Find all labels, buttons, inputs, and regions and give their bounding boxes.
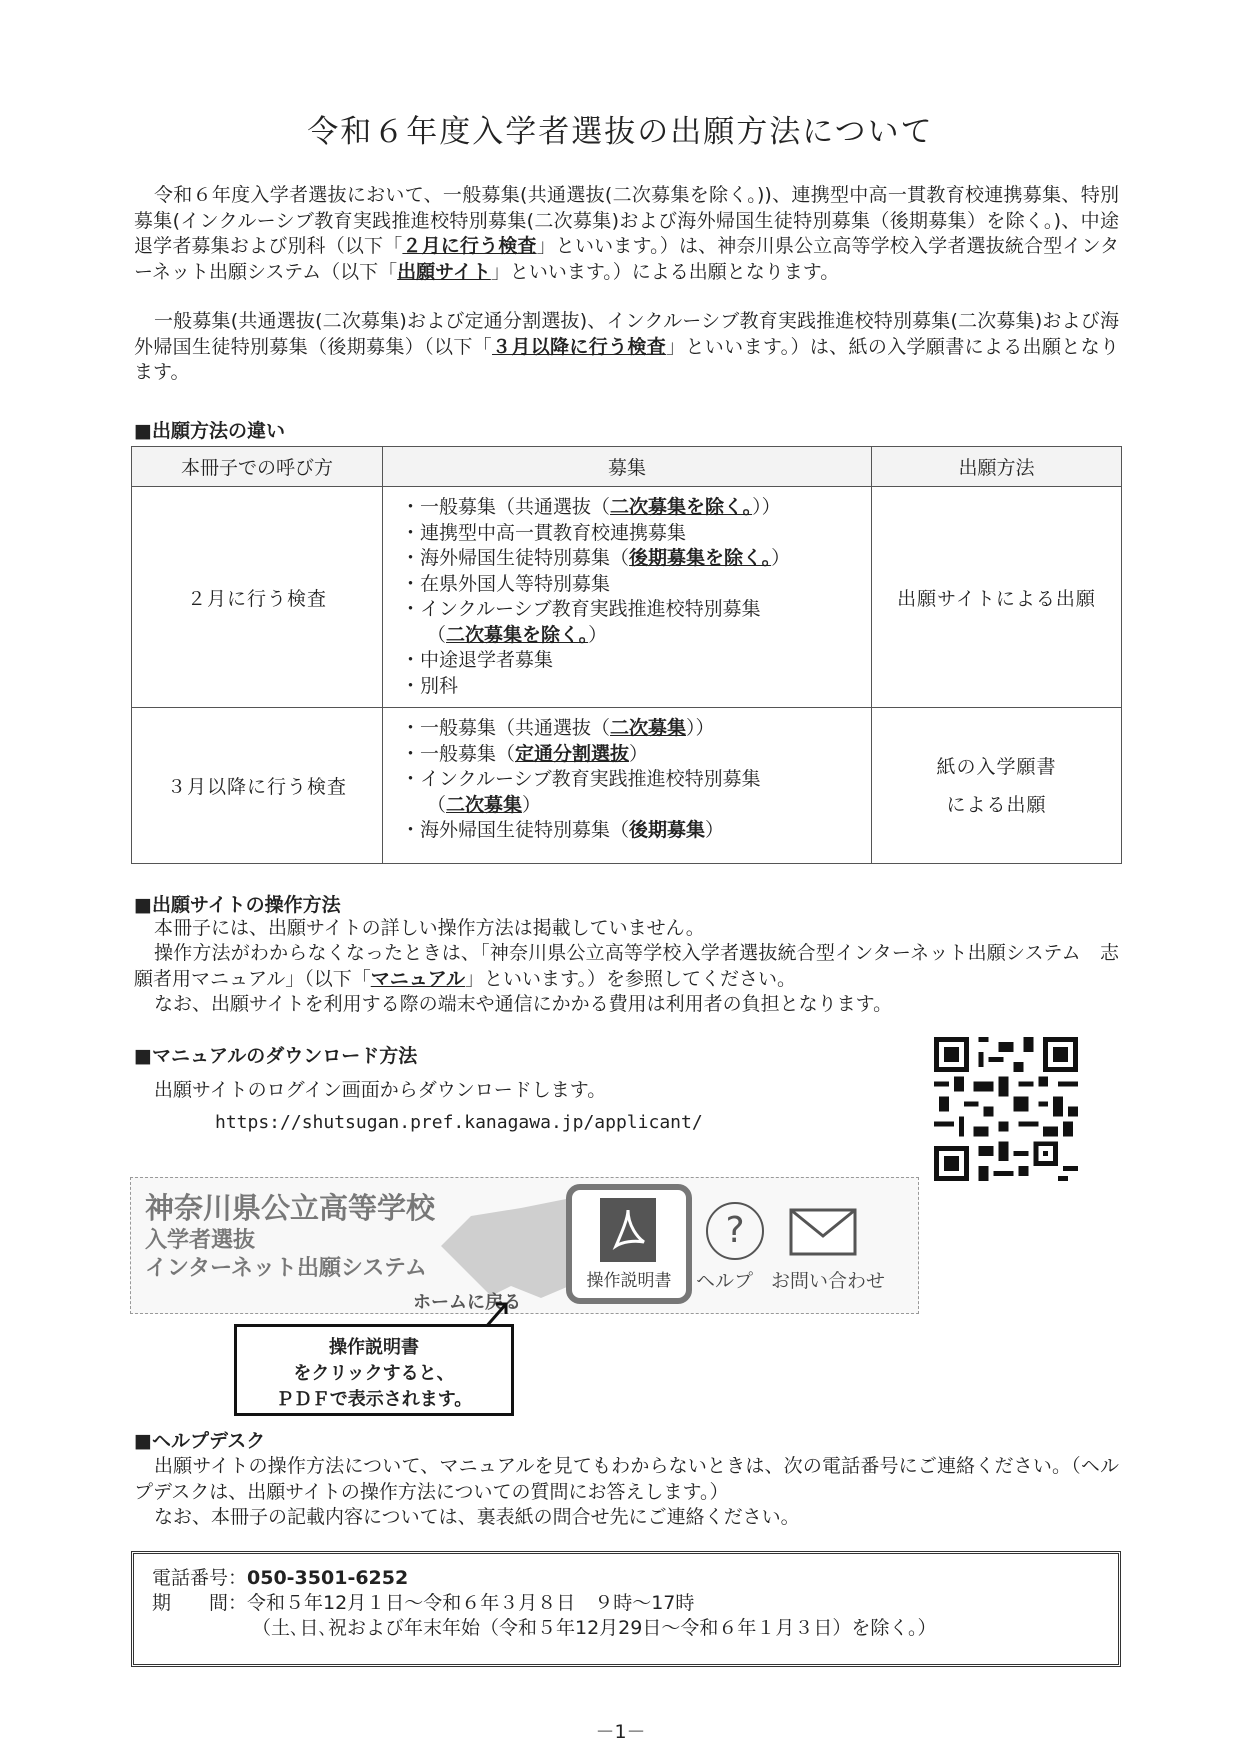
operation-paragraph: 操作方法がわからなくなったときは、「神奈川県公立高等学校入学者選抜統合型インターネット出願システム 志願者用マニュアル」（以下「マニュアル」といいます。）を参照してください。 xyxy=(134,942,1119,990)
section-heading-operation: ■ 出願サイトの操作方法 xyxy=(134,890,341,917)
intro-text: 一般募集(共通選抜(二次募集)および定通分割選抜)、インクルーシブ教育実践推進校特別募集(二次募集)および海外帰国生徒特別募集（後期募集）（以下「 xyxy=(134,310,1119,358)
callout-box xyxy=(234,1324,514,1416)
application-site-banner xyxy=(130,1177,919,1314)
phone-number: 050-3501-6252 xyxy=(247,1567,409,1589)
period-line xyxy=(152,1591,1100,1616)
helpdesk-paragraph: 出願サイトの操作方法について、マニュアルを見てもわからないときは、次の電話番号にご連絡ください。（ヘルプデスクは、出願サイトの操作方法についての質問にお答えします。） xyxy=(134,1455,1119,1503)
page-title: 令和６年度入学者選抜の出願方法について xyxy=(307,114,934,150)
method-line: による出願 xyxy=(946,793,1047,816)
intro-text: 令和６年度入学者選抜において、一般募集(共通選抜(二次募集を除く。))、連携型中高一貫教育校連携募集、特別募集(インクルーシブ教育実践推進校特別募集(二次募集)および海外帰国生徒特別募集（後期募集）を除く。)、中途退学者募集および別科（以下「 xyxy=(134,184,1119,257)
qr-code-icon xyxy=(934,1037,1078,1181)
callout-line: ＰＤＦで表示されます。 xyxy=(275,1389,473,1410)
manual-label: 操作説明書 xyxy=(586,1271,672,1291)
table-row xyxy=(132,487,1122,708)
recruitment-list xyxy=(383,487,872,708)
intro-paragraph-2 xyxy=(134,309,1119,386)
list-item: ・中途退学者募集 xyxy=(401,649,554,671)
download-text: 出願サイトのログイン画面からダウンロードします。 xyxy=(154,1079,607,1101)
callout-line: をクリックすると、 xyxy=(293,1363,455,1384)
helpdesk-paragraph: なお、本冊子の記載内容については、裏表紙の問合せ先にご連絡ください。 xyxy=(154,1506,800,1528)
callout-line: 操作説明書 xyxy=(329,1337,419,1358)
list-item: ・別科 xyxy=(401,674,459,697)
pdf-icon xyxy=(598,1196,658,1264)
list-item: ・連携型中高一貫教育校連携募集 xyxy=(401,521,687,544)
application-method: 出願サイトによる出願 xyxy=(872,487,1122,708)
help-icon[interactable]: ? xyxy=(706,1202,764,1260)
download-url[interactable]: https://shutsugan.pref.kanagawa.jp/applicant/ xyxy=(215,1112,703,1133)
section-heading-differences: ■ 出願方法の違い xyxy=(134,416,285,443)
row-name: ３月以降に行う検査 xyxy=(132,708,383,864)
exclusion-line: （土､日､祝および年末年始（令和５年12月29日～令和６年１月３日）を除く。） xyxy=(252,1617,937,1639)
help-label[interactable]: ヘルプ xyxy=(696,1270,754,1292)
term-application-site: 出願サイト xyxy=(397,260,491,283)
intro-text: 」といいます。）は、神奈川県公立高等学校入学者選抜統合型インターネット出願システム（以下「 xyxy=(134,235,1119,283)
list-item: ・インクルーシブ教育実践推進校特別募集 xyxy=(401,598,761,620)
row-name: ２月に行う検査 xyxy=(132,487,383,708)
list-item: ・一般募集（共通選抜（二次募集）） xyxy=(401,717,715,739)
term-march-exam: ３月以降に行う検査 xyxy=(492,335,667,358)
term-manual: マニュアル xyxy=(370,967,465,990)
column-header: 本冊子での呼び方 xyxy=(132,447,383,487)
method-line: 紙の入学願書 xyxy=(936,755,1057,778)
operation-paragraph: 本冊子には、出願サイトの詳しい操作方法は掲載していません。 xyxy=(154,917,705,939)
contact-label[interactable]: お問い合わせ xyxy=(771,1270,886,1292)
application-method-table xyxy=(131,446,1122,864)
operation-paragraph: なお、出願サイトを利用する際の端末や通信にかかる費用は利用者の負担となります。 xyxy=(154,993,893,1015)
manual-button[interactable] xyxy=(566,1184,692,1304)
application-method xyxy=(872,708,1122,864)
section-heading-helpdesk: ■ ヘルプデスク xyxy=(134,1426,265,1453)
table-header-row xyxy=(132,447,1122,487)
column-header: 募集 xyxy=(383,447,872,487)
intro-text: 」といいます。）による出願となります。 xyxy=(490,260,840,283)
term-february-exam: ２月に行う検査 xyxy=(402,235,537,257)
list-item: ・海外帰国生徒特別募集（後期募集） xyxy=(401,819,725,841)
period-label: 期 間： xyxy=(152,1592,248,1614)
phone-label: 電話番号： xyxy=(152,1567,248,1589)
page-number: －1－ xyxy=(595,1721,646,1743)
intro-paragraph-1 xyxy=(134,183,1119,285)
section-heading-download: ■ マニュアルのダウンロード方法 xyxy=(134,1041,417,1068)
intro-text: 」といいます。）は、紙の入学願書による出願となります。 xyxy=(134,335,1119,383)
list-item: ・海外帰国生徒特別募集（後期募集を除く。） xyxy=(401,547,791,569)
banner-subtitle: 入学者選抜 xyxy=(145,1228,256,1253)
phone-line xyxy=(152,1566,1100,1591)
recruitment-list xyxy=(383,708,872,864)
list-item: ・在県外国人等特別募集 xyxy=(401,572,611,595)
list-item: （二次募集を除く。） xyxy=(427,623,608,646)
list-item: ・インクルーシブ教育実践推進校特別募集 xyxy=(401,768,761,790)
list-item: ・一般募集（共通選抜（二次募集を除く。）） xyxy=(401,496,781,518)
list-item: （二次募集） xyxy=(427,793,542,816)
list-item: ・一般募集（定通分割選抜） xyxy=(401,742,649,765)
banner-title: 神奈川県公立高等学校 xyxy=(145,1191,436,1225)
table-row xyxy=(132,708,1122,864)
home-link[interactable]: ホームに戻る xyxy=(413,1292,521,1313)
banner-subtitle: インターネット出願システム xyxy=(145,1256,427,1281)
period-value: 令和５年12月１日～令和６年３月８日 ９時～17時 xyxy=(247,1592,695,1614)
contact-box xyxy=(131,1551,1121,1667)
mail-icon[interactable] xyxy=(789,1208,857,1256)
column-header: 出願方法 xyxy=(872,447,1122,487)
